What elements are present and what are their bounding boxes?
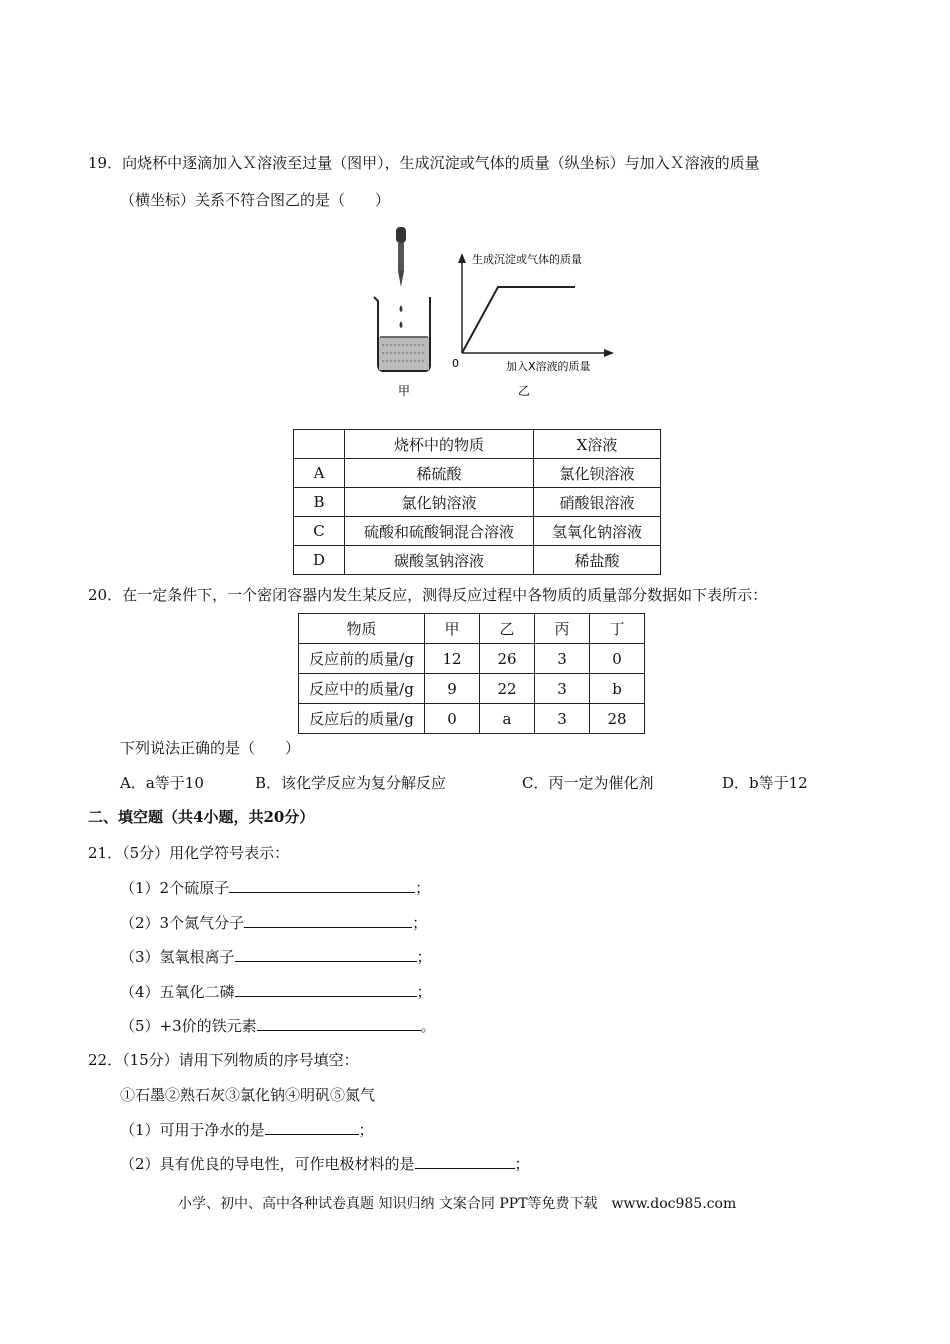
q22-item-end: ； bbox=[514, 1155, 530, 1173]
section-title: 二、填空题（共4小题，共20分） bbox=[88, 808, 315, 826]
q21-item-label: （1）2个硫原子 bbox=[120, 879, 230, 897]
table-cell bbox=[294, 430, 345, 459]
q21-stem: 21．（5分）用化学符号表示： bbox=[88, 844, 290, 862]
answer-blank[interactable] bbox=[415, 1154, 515, 1169]
q21-item-2 bbox=[120, 912, 427, 933]
table-cell: B bbox=[294, 488, 345, 517]
table-cell: 稀盐酸 bbox=[534, 546, 661, 575]
table-cell: 3 bbox=[535, 704, 590, 734]
q20-stem: 20．在一定条件下，一个密闭容器内发生某反应，测得反应过程中各物质的质量部分数据如下表所示： bbox=[88, 586, 768, 604]
q21-item-3 bbox=[120, 946, 432, 967]
q20-option-c: C．丙一定为催化剂 bbox=[522, 774, 654, 792]
q22-item-label: （2）具有优良的导电性，可作电极材料的是 bbox=[120, 1155, 415, 1173]
answer-blank[interactable] bbox=[257, 1016, 421, 1031]
q21-item-end: ； bbox=[416, 948, 432, 966]
table-header-row bbox=[294, 430, 661, 459]
q21-item-end: ； bbox=[416, 983, 432, 1001]
table-cell: 反应前的质量/g bbox=[299, 644, 425, 674]
table-cell: 22 bbox=[480, 674, 535, 704]
q20-option-b: B．该化学反应为复分解反应 bbox=[255, 774, 447, 792]
footer-text: 小学、初中、高中各种试卷真题 知识归纳 文案合同 PPT等免费下载 www.doc985.com bbox=[178, 1196, 737, 1212]
table-row bbox=[294, 546, 661, 575]
q19-figure bbox=[360, 225, 620, 400]
table-row bbox=[294, 488, 661, 517]
graph-line bbox=[462, 287, 575, 353]
table-cell: 碳酸氢钠溶液 bbox=[345, 546, 534, 575]
q21-item-1 bbox=[120, 877, 430, 898]
q21-item-label: （5）+3价的铁元素 bbox=[120, 1017, 257, 1035]
q21-item-label: （3）氢氧根离子 bbox=[120, 948, 235, 966]
drop-icon bbox=[400, 321, 403, 328]
table-cell: 稀硫酸 bbox=[345, 459, 534, 488]
dropper-icon bbox=[396, 227, 406, 287]
table-row bbox=[299, 644, 645, 674]
table-header-row bbox=[299, 614, 645, 644]
q19-line2: （横坐标）关系不符合图乙的是（ ） bbox=[120, 191, 391, 209]
table-cell: 反应后的质量/g bbox=[299, 704, 425, 734]
table-cell: 烧杯中的物质 bbox=[345, 430, 534, 459]
table-cell: 反应中的质量/g bbox=[299, 674, 425, 704]
table-cell: D bbox=[294, 546, 345, 575]
q22-item-2 bbox=[120, 1153, 530, 1174]
q22-item-1 bbox=[120, 1119, 374, 1140]
q21-item-end: 。 bbox=[420, 1017, 436, 1035]
table-cell: 9 bbox=[425, 674, 480, 704]
table-row bbox=[294, 459, 661, 488]
q21-item-end: ； bbox=[412, 914, 428, 932]
table-cell: X溶液 bbox=[534, 430, 661, 459]
q20-prompt: 下列说法正确的是（ ） bbox=[120, 739, 301, 757]
x-axis-label: 加入X溶液的质量 bbox=[506, 360, 591, 373]
q21-item-label: （4）五氧化二磷 bbox=[120, 983, 235, 1001]
answer-blank[interactable] bbox=[265, 1120, 359, 1135]
q19-line1: 19．向烧杯中逐滴加入Ｘ溶液至过量（图甲），生成沉淀或气体的质量（纵坐标）与加入Ｘ溶液的质量 bbox=[88, 154, 760, 172]
caption-right: 乙 bbox=[518, 384, 531, 398]
table-cell: 丙 bbox=[535, 614, 590, 644]
table-cell: 硝酸银溶液 bbox=[534, 488, 661, 517]
q20-table bbox=[298, 613, 645, 734]
table-cell: 0 bbox=[425, 704, 480, 734]
table-cell: 28 bbox=[590, 704, 645, 734]
table-cell: C bbox=[294, 517, 345, 546]
table-cell: 26 bbox=[480, 644, 535, 674]
table-cell: 物质 bbox=[299, 614, 425, 644]
table-cell: 氯化钠溶液 bbox=[345, 488, 534, 517]
table-cell: 甲 bbox=[425, 614, 480, 644]
x-axis-arrow-icon bbox=[604, 349, 614, 357]
table-row bbox=[299, 674, 645, 704]
y-axis-label: 生成沉淀或气体的质量 bbox=[472, 253, 582, 266]
table-cell: 氢氧化钠溶液 bbox=[534, 517, 661, 546]
table-cell: 12 bbox=[425, 644, 480, 674]
table-cell: 乙 bbox=[480, 614, 535, 644]
table-cell: 硫酸和硫酸铜混合溶液 bbox=[345, 517, 534, 546]
answer-blank[interactable] bbox=[235, 947, 417, 962]
q22-stem: 22．（15分）请用下列物质的序号填空： bbox=[88, 1051, 359, 1069]
table-cell: 丁 bbox=[590, 614, 645, 644]
q21-item-4 bbox=[120, 981, 432, 1002]
table-cell: A bbox=[294, 459, 345, 488]
answer-blank[interactable] bbox=[235, 982, 417, 997]
q21-item-5 bbox=[120, 1015, 436, 1036]
table-cell: 氯化钡溶液 bbox=[534, 459, 661, 488]
drop-icon bbox=[400, 305, 403, 312]
answer-blank[interactable] bbox=[229, 878, 415, 893]
q22-item-end: ； bbox=[358, 1121, 374, 1139]
table-cell: 3 bbox=[535, 674, 590, 704]
table-row bbox=[294, 517, 661, 546]
caption-left: 甲 bbox=[398, 384, 411, 398]
q20-option-a: A．a等于10 bbox=[120, 774, 204, 792]
table-cell: 0 bbox=[590, 644, 645, 674]
q21-item-end: ； bbox=[415, 879, 431, 897]
answer-blank[interactable] bbox=[244, 913, 412, 928]
q21-item-label: （2）3个氮气分子 bbox=[120, 914, 245, 932]
table-cell: a bbox=[480, 704, 535, 734]
q19-table bbox=[293, 429, 661, 575]
q22-materials: ①石墨②熟石灰③氯化钠④明矾⑤氮气 bbox=[120, 1086, 376, 1104]
origin-label: 0 bbox=[452, 357, 459, 370]
table-cell: b bbox=[590, 674, 645, 704]
y-axis-arrow-icon bbox=[458, 253, 466, 263]
table-cell: 3 bbox=[535, 644, 590, 674]
table-row bbox=[299, 704, 645, 734]
q22-item-label: （1）可用于净水的是 bbox=[120, 1121, 265, 1139]
q20-option-d: D．b等于12 bbox=[722, 774, 808, 792]
